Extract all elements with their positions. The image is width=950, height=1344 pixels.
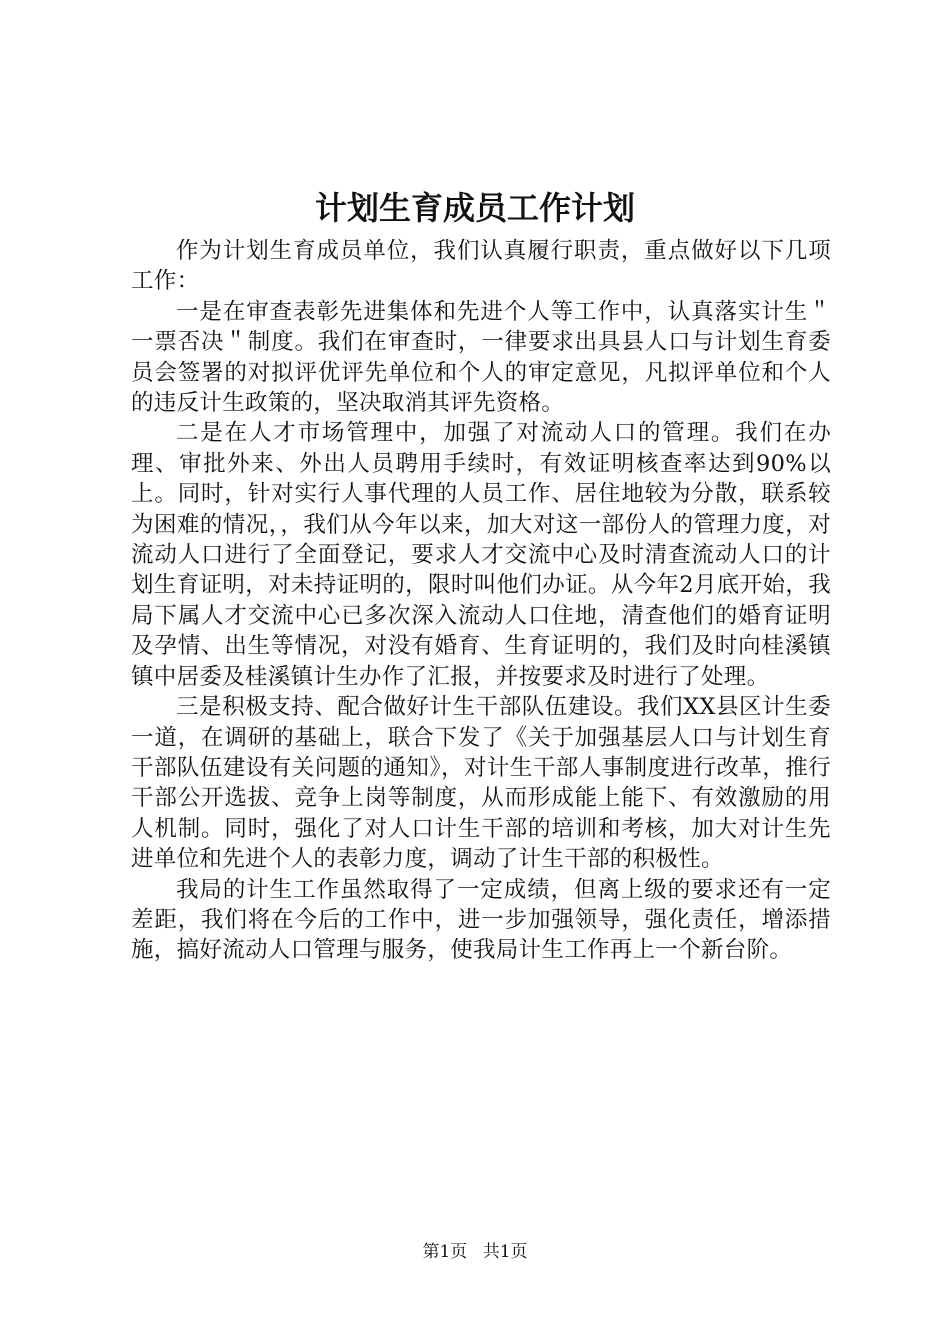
page-number-total: 共1页 xyxy=(482,1242,528,1262)
document-body xyxy=(131,236,831,966)
document-title: 计划生育成员工作计划 xyxy=(314,189,635,227)
page-footer xyxy=(0,1240,950,1264)
paragraph-item-1: 一是在审查表彰先进集体和先进个人等工作中，认真落实计生＂一票否决＂制度。我们在审查时，一律要求出具县人口与计划生育委员会签署的对拟评优评先单位和个人的审定意见，凡拟评单位和个人的违反计生政策的，坚决取消其评先资格。 xyxy=(131,298,831,417)
page-number-current: 第1页 xyxy=(422,1242,468,1262)
paragraph-item-2: 二是在人才市场管理中，加强了对流动人口的管理。我们在办理、审批外来、外出人员聘用手续时，有效证明核查率达到90%以上。同时，针对实行人事代理的人员工作、居住地较为分散，联系较为困难的情况，，我们从今年以来，加大对这一部份人的管理力度，对流动人口进行了全面登记，要求人才交流中心及时清查流动人口的计划生育证明，对未持证明的，限时叫他们办证。从今年2月底开始，我局下属人才交流中心已多次深入流动人口住地，清查他们的婚育证明及孕情、出生等情况，对没有婚育、生育证明的，我们及时向桂溪镇镇中居委及桂溪镇计生办作了汇报，并按要求及时进行了处理。 xyxy=(131,420,831,690)
paragraph-intro: 作为计划生育成员单位，我们认真履行职责，重点做好以下几项工作： xyxy=(131,238,831,295)
paragraph-item-3: 三是积极支持、配合做好计生干部队伍建设。我们XX县区计生委一道，在调研的基础上，联合下发了《关于加强基层人口与计划生育干部队伍建设有关问题的通知》，对计生干部人事制度进行改革，推行干部公开选拔、竞争上岗等制度，从而形成能上能下、有效激励的用人机制。同时，强化了对人口计生干部的培训和考核，加大对计生先进单位和先进个人的表彰力度，调动了计生干部的积极性。 xyxy=(131,694,831,873)
paragraph-conclusion: 我局的计生工作虽然取得了一定成绩，但离上级的要求还有一定差距，我们将在今后的工作中，进一步加强领导，强化责任，增添措施，搞好流动人口管理与服务，使我局计生工作再上一个新台阶。 xyxy=(131,876,831,964)
